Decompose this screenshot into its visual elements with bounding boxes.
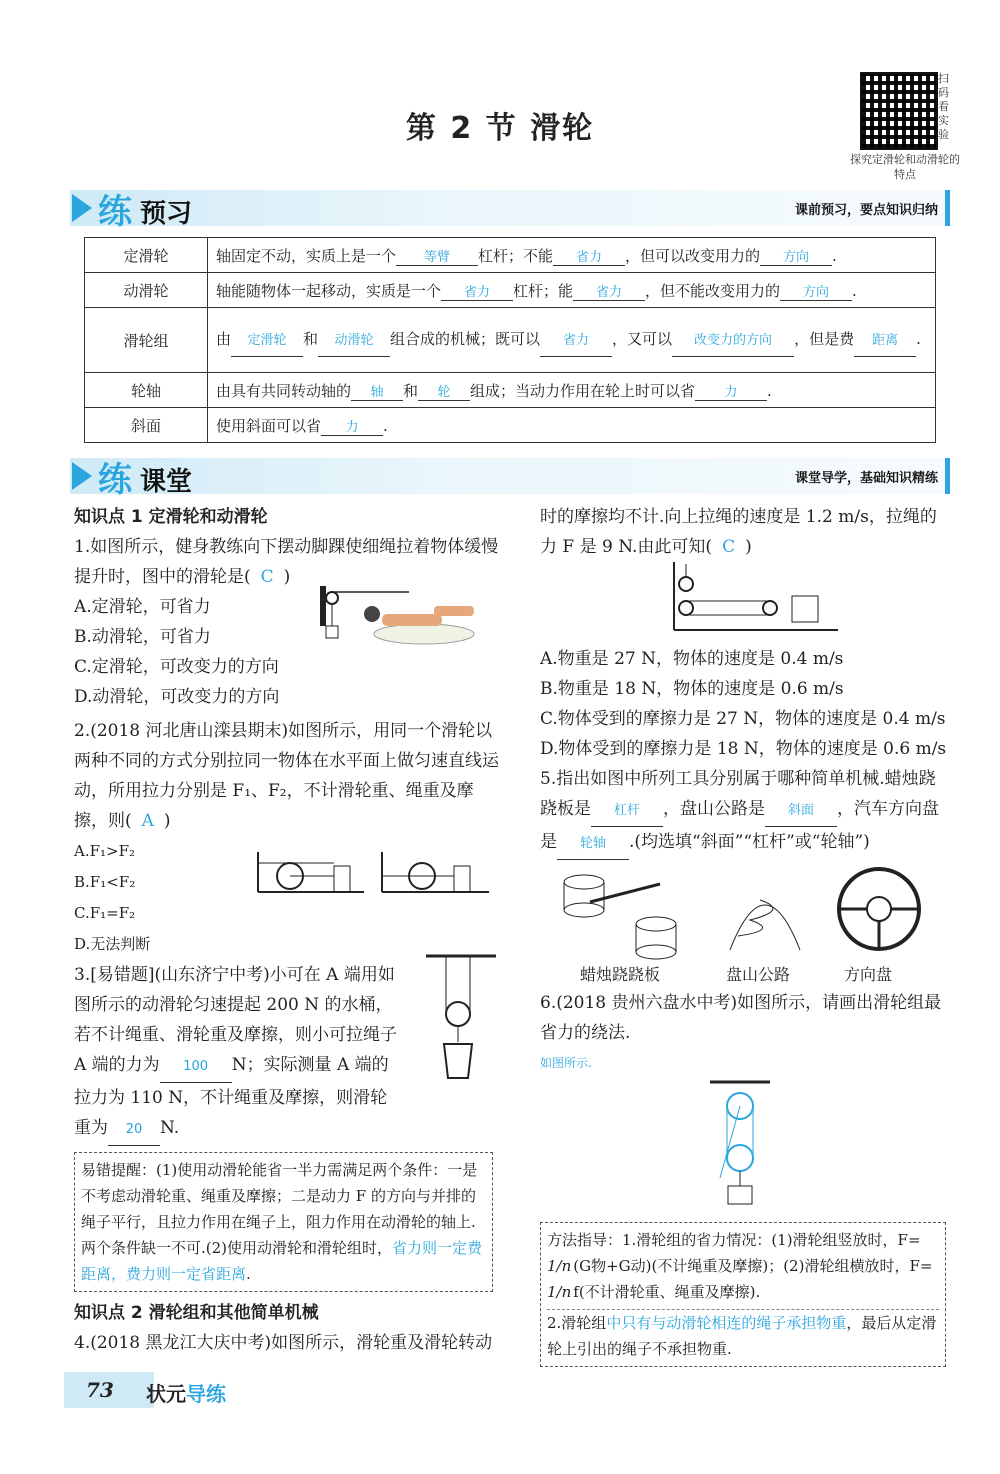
candle-seesaw-figure [560, 864, 680, 960]
answer-blank: 定滑轮 [231, 326, 303, 357]
answer-blank: 斜面 [765, 796, 837, 827]
table-row [85, 238, 936, 273]
row-key: 斜面 [85, 408, 208, 443]
option: C.物体受到的摩擦力是 27 N，物体的速度是 0.4 m/s [540, 709, 946, 729]
pulley-block-figure [670, 562, 840, 634]
table-row [85, 308, 936, 373]
pulley-group-figure [700, 1078, 780, 1208]
option: C.F₁=F₂ [74, 904, 136, 922]
qr-code-icon[interactable] [860, 72, 938, 150]
answer-blank: 等臂 [396, 246, 478, 266]
answer-blank: 轮 [418, 381, 470, 401]
q1-options [74, 592, 499, 716]
method-line: 1/n (G物+G动)(不计绳重及摩擦)；(2)滑轮组横放时，F= [547, 1257, 933, 1275]
answer-blank: 省力 [540, 326, 612, 357]
answer-blank: 改变力的方向 [672, 326, 794, 357]
option: C.定滑轮，可改变力的方向 [74, 657, 279, 677]
answer-blank: 距离 [854, 326, 916, 357]
q5-figures [540, 860, 948, 988]
figure-caption: 蜡烛跷跷板 [580, 965, 661, 984]
mountain-road-figure [720, 860, 810, 960]
answer: A [141, 811, 154, 831]
answer-blank: 100 [160, 1052, 232, 1083]
left-column [74, 502, 499, 1358]
footer-brand: 状元导练 [146, 1382, 226, 1406]
banner-label: 预习 [140, 199, 193, 229]
option: B.动滑轮，可省力 [74, 627, 211, 647]
arrow-icon [72, 194, 92, 222]
knowledge-point-2: 知识点 2 滑轮组和其他简单机械 [74, 1303, 319, 1323]
question-4-cont: 时的摩擦均不计.向上拉绳的速度是 1.2 m/s，拉绳的力 F 是 9 N.由此可知( C ) [540, 507, 937, 557]
method-line: 1/n f(不计滑轮重、绳重及摩擦). [547, 1283, 761, 1301]
row-content: 由 定滑轮 和 动滑轮 组合成的机械；既可以 省力 ，又可以 改变力的方向 ，但是费 距离 . [208, 308, 936, 373]
figure-caption: 盘山公路 [726, 965, 791, 984]
banner-bar [945, 458, 950, 494]
table-row [85, 373, 936, 408]
option: D.无法判断 [74, 935, 151, 953]
tip-box: 易错提醒：(1)使用动滑轮能省一半力需满足两个条件：一是不考虑动滑轮重、绳重及摩擦；二是动力 F 的方向与并排的绳子平行，且拉力作用在绳子上，阻力作用在动滑轮的轴上.两个条件缺一不可.(2)使用动滑轮和滑轮组时，省力则一定费距离，费力则一定省距离. [74, 1152, 493, 1292]
answer-blank: 方向 [760, 246, 832, 266]
qr-side-text: 扫码看实验 [938, 72, 949, 141]
arrow-icon [72, 462, 92, 490]
banner-big-char: 练 [98, 460, 132, 500]
row-key: 滑轮组 [85, 308, 208, 373]
answer: C [722, 537, 736, 557]
row-content: 轴固定不动，实质上是一个 等臂 杠杆；不能 省力 ，但可以改变用力的 方向 . [208, 238, 936, 273]
answer: C [260, 567, 274, 587]
method-answer: 中只有与动滑轮相连的绳子承担物重 [606, 1314, 847, 1332]
question-3: 3.[易错题](山东济宁中考)小可在 A 端用如图所示的动滑轮匀速提起 200 N 的水桶，若不计绳重、滑轮重及摩擦，则小可拉绳子 A 端的力为 100 N；实际测量 A 端的拉力为 110 N，不计绳重及摩擦，则滑轮重为 20 N. [74, 960, 404, 1146]
pulley-horizontal-figure [254, 842, 494, 902]
option: A.F₁>F₂ [74, 842, 136, 860]
option: D.物体受到的摩擦力是 18 N，物体的速度是 0.6 m/s [540, 739, 947, 759]
preview-banner [70, 190, 950, 232]
movable-pulley-figure [426, 952, 496, 1082]
answer-blank: 轴 [351, 381, 403, 401]
question-1: 1.如图所示，健身教练向下摆动脚踝使细绳拉着物体缓慢提升时，图中的滑轮是( C ) [74, 537, 499, 587]
answer-blank: 省力 [553, 246, 625, 266]
classroom-banner [70, 458, 950, 500]
page-number: 73 [86, 1378, 114, 1402]
answer-blank: 动滑轮 [318, 326, 390, 357]
answer-blank: 杠杆 [591, 796, 663, 827]
option: B.物重是 18 N，物体的速度是 0.6 m/s [540, 679, 844, 699]
row-key: 轮轴 [85, 373, 208, 408]
tip-answer: 省力则一定费距离，费力则一定省距离 [81, 1239, 483, 1283]
answer-blank: 省力 [573, 281, 645, 301]
figure-caption: 方向盘 [844, 965, 893, 984]
option: B.F₁<F₂ [74, 873, 136, 891]
q6-answer: 如图所示. [540, 1056, 592, 1070]
row-key: 定滑轮 [85, 238, 208, 273]
table-row [85, 273, 936, 308]
option: D.动滑轮，可改变力的方向 [74, 687, 280, 707]
answer-blank: 力 [695, 381, 767, 401]
answer-blank: 方向 [780, 281, 852, 301]
knowledge-point-1: 知识点 1 定滑轮和动滑轮 [74, 507, 268, 527]
question-5: 5.指出如图中所列工具分别属于哪种简单机械.蜡烛跷跷板是 杠杆 ，盘山公路是 斜面 ，汽车方向盘是 轮轴 .(均选填“斜面”“杠杆”或“轮轴”) [540, 764, 948, 860]
option: A.定滑轮，可省力 [74, 597, 211, 617]
page-title: 第 2 节 滑轮 [405, 111, 595, 146]
method-line: 2.滑轮组中只有与动滑轮相连的绳子承担物重，最后从定滑轮上引出的绳子不承担物重. [547, 1309, 939, 1362]
table-row [85, 408, 936, 443]
answer-blank: 力 [321, 416, 383, 436]
q4-options [540, 644, 948, 764]
fitness-figure [314, 586, 494, 656]
question-4: 4.(2018 黑龙江大庆中考)如图所示，滑轮重及滑轮转动 [74, 1333, 493, 1353]
banner-big-char: 练 [98, 192, 132, 232]
q2-options [74, 836, 499, 960]
row-key: 动滑轮 [85, 273, 208, 308]
method-box [540, 1222, 946, 1367]
option: A.物重是 27 N，物体的速度是 0.4 m/s [540, 649, 844, 669]
question-2: 2.(2018 河北唐山滦县期末)如图所示，用同一个滑轮以两种不同的方式分别拉同一物体在水平面上做匀速直线运动，所用拉力分别是 F₁、F₂，不计滑轮重、绳重及摩擦，则( A ) [74, 721, 499, 831]
method-line: 方法指导：1.滑轮组的省力情况：(1)滑轮组竖放时，F= [547, 1231, 921, 1249]
answer-blank: 20 [108, 1115, 160, 1146]
row-content: 由具有共同转动轴的 轴 和 轮 组成；当动力作用在轮上时可以省 力 . [208, 373, 936, 408]
row-content: 使用斜面可以省 力 . [208, 408, 936, 443]
preview-table [84, 237, 936, 443]
answer-blank: 省力 [441, 281, 513, 301]
answer-blank: 轮轴 [557, 829, 629, 860]
banner-label: 课堂 [140, 467, 193, 497]
banner-subtitle: 课堂导学，基础知识精练 [794, 471, 938, 486]
qr-caption: 探究定滑轮和动滑轮的特点 [850, 153, 960, 181]
question-3-wrap [74, 960, 499, 1146]
steering-wheel-figure [834, 864, 924, 954]
banner-bar [945, 190, 950, 226]
banner-subtitle: 课前预习，要点知识归纳 [794, 203, 938, 218]
row-content: 轴能随物体一起移动，实质是一个 省力 杠杆；能 省力 ，但不能改变用力的 方向 . [208, 273, 936, 308]
question-6: 6.(2018 贵州六盘水中考)如图所示，请画出滑轮组最省力的绕法. [540, 993, 942, 1043]
right-column [540, 502, 948, 1367]
